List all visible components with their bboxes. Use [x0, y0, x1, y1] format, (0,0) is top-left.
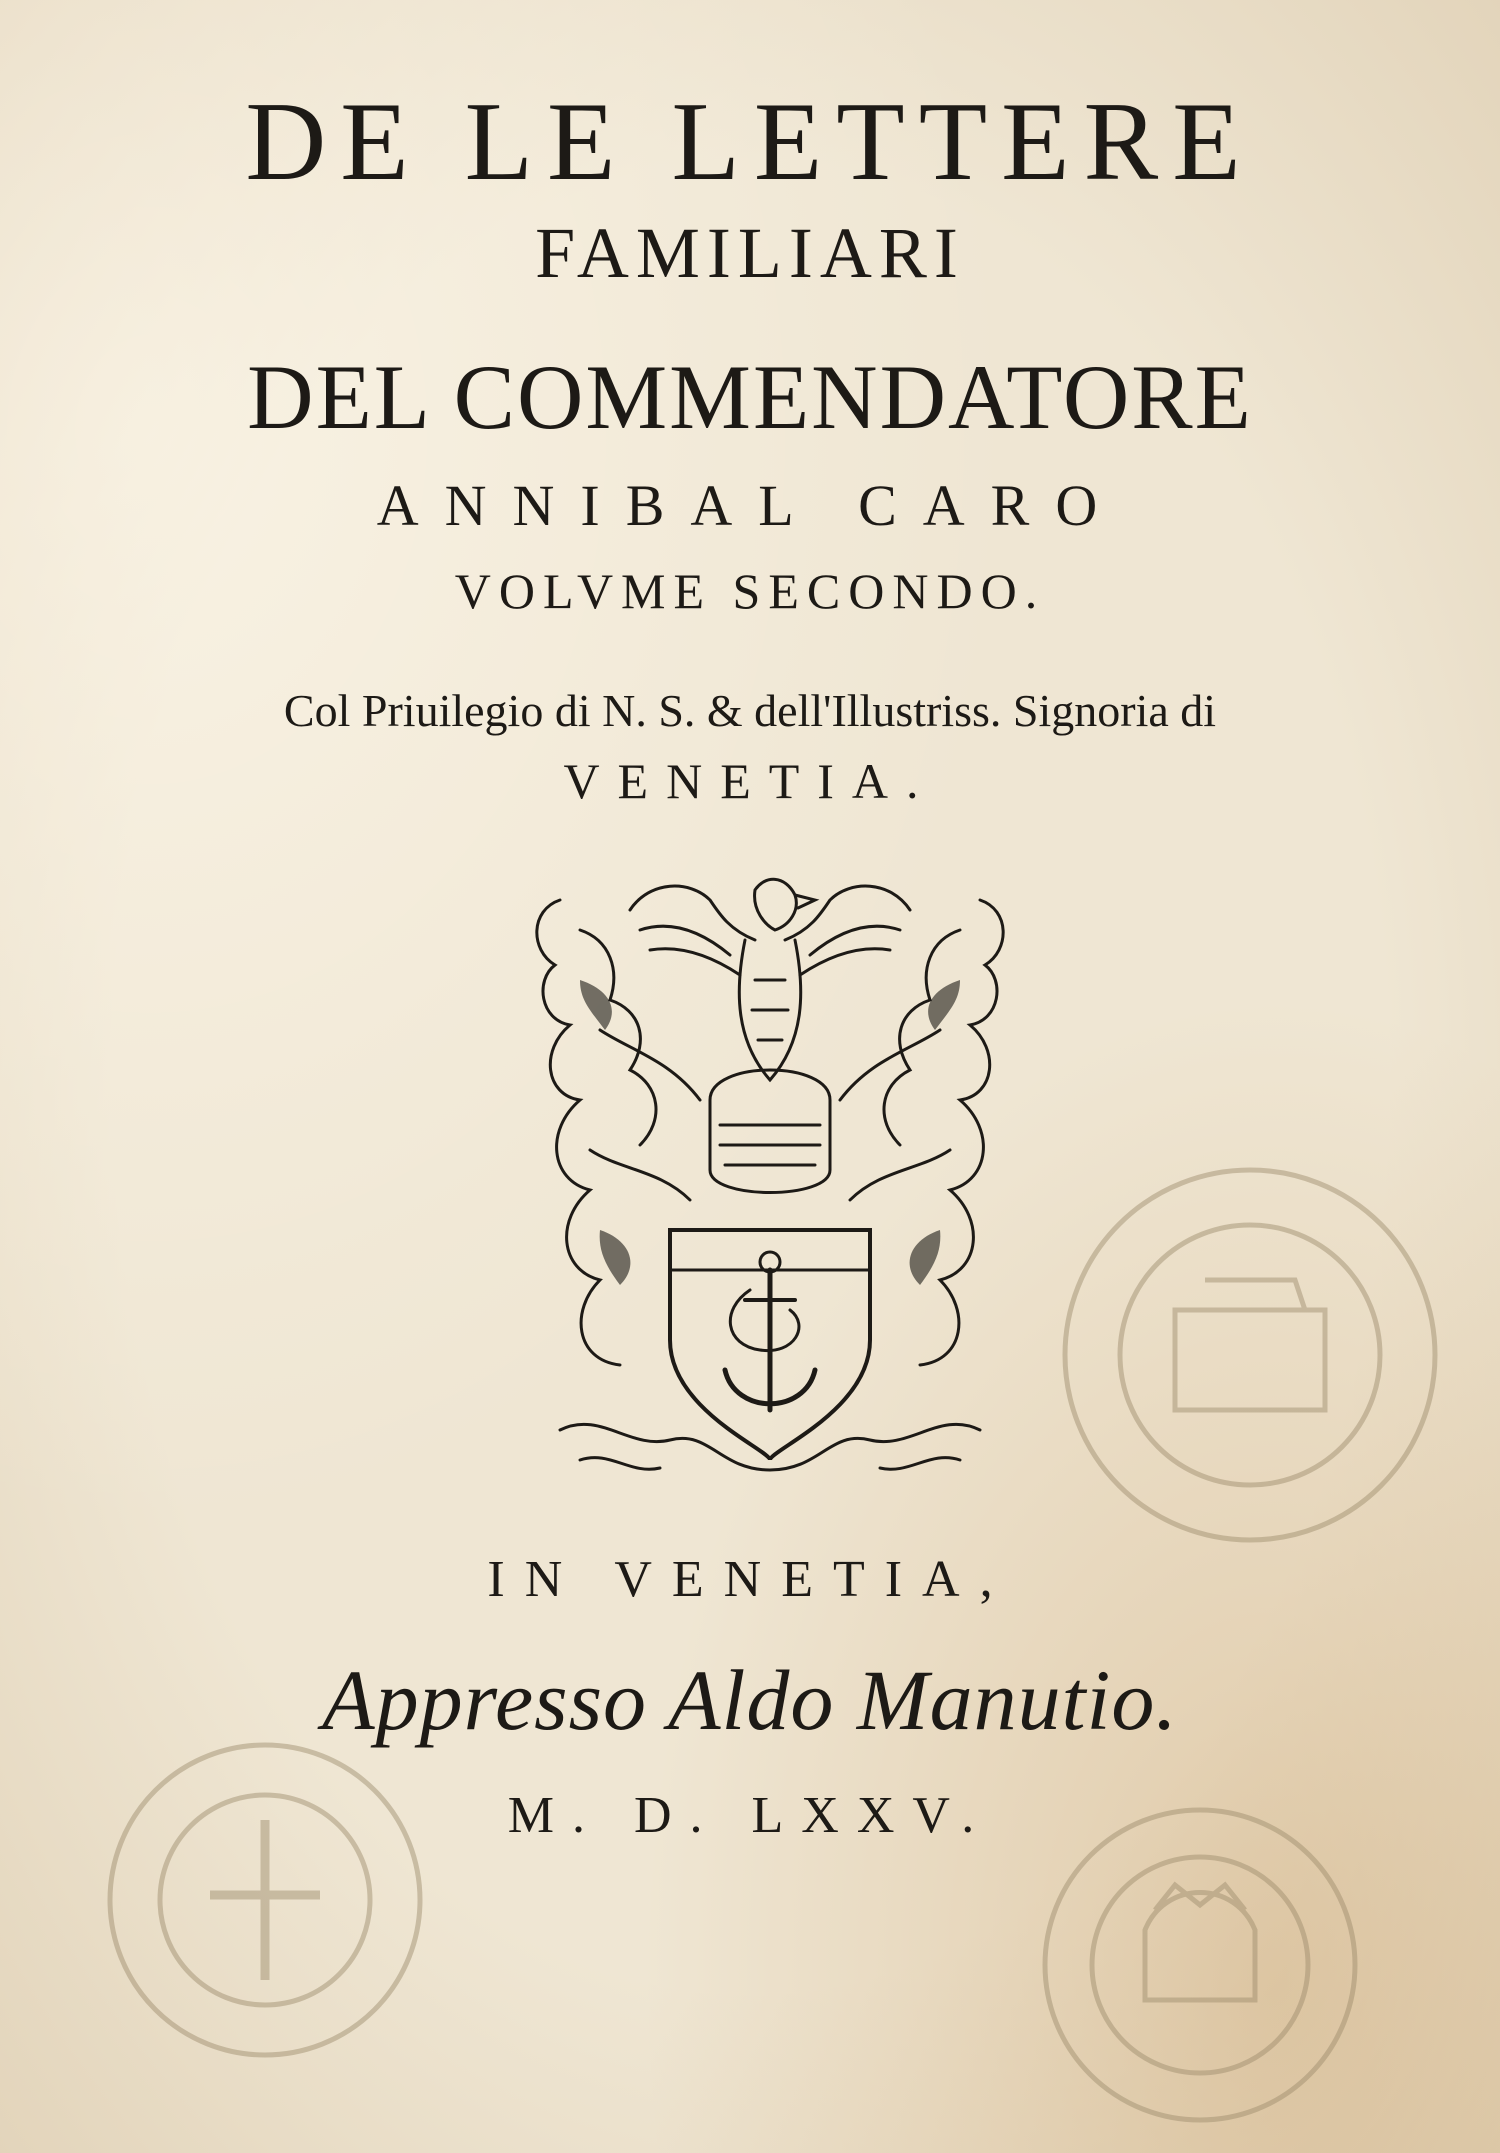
privilege-line: Col Priuilegio di N. S. & dell'Illustriss. Signoria di — [283, 685, 1217, 736]
title-line-1: DE LE LETTERE — [245, 80, 1255, 204]
volume-line: VOLVME SECONDO. — [454, 563, 1046, 619]
author-name: ANNIBAL CARO — [376, 473, 1124, 538]
imprint-place: IN VENETIA, — [487, 1551, 1013, 1608]
imprint-printer: Appresso Aldo Manutio. — [322, 1652, 1178, 1748]
censor-stamp-bottom-left — [100, 1735, 430, 2065]
title-line-2: FAMILIARI — [535, 213, 965, 293]
printers-device-illustration — [520, 870, 1020, 1490]
library-stamp-bottom-right — [1035, 1800, 1365, 2130]
library-stamp-right — [1055, 1160, 1445, 1550]
title-line-3: DEL COMMENDATORE — [247, 346, 1253, 448]
privilege-place: VENETIA. — [563, 753, 937, 809]
imprint-date: M. D. LXXV. — [507, 1787, 993, 1844]
